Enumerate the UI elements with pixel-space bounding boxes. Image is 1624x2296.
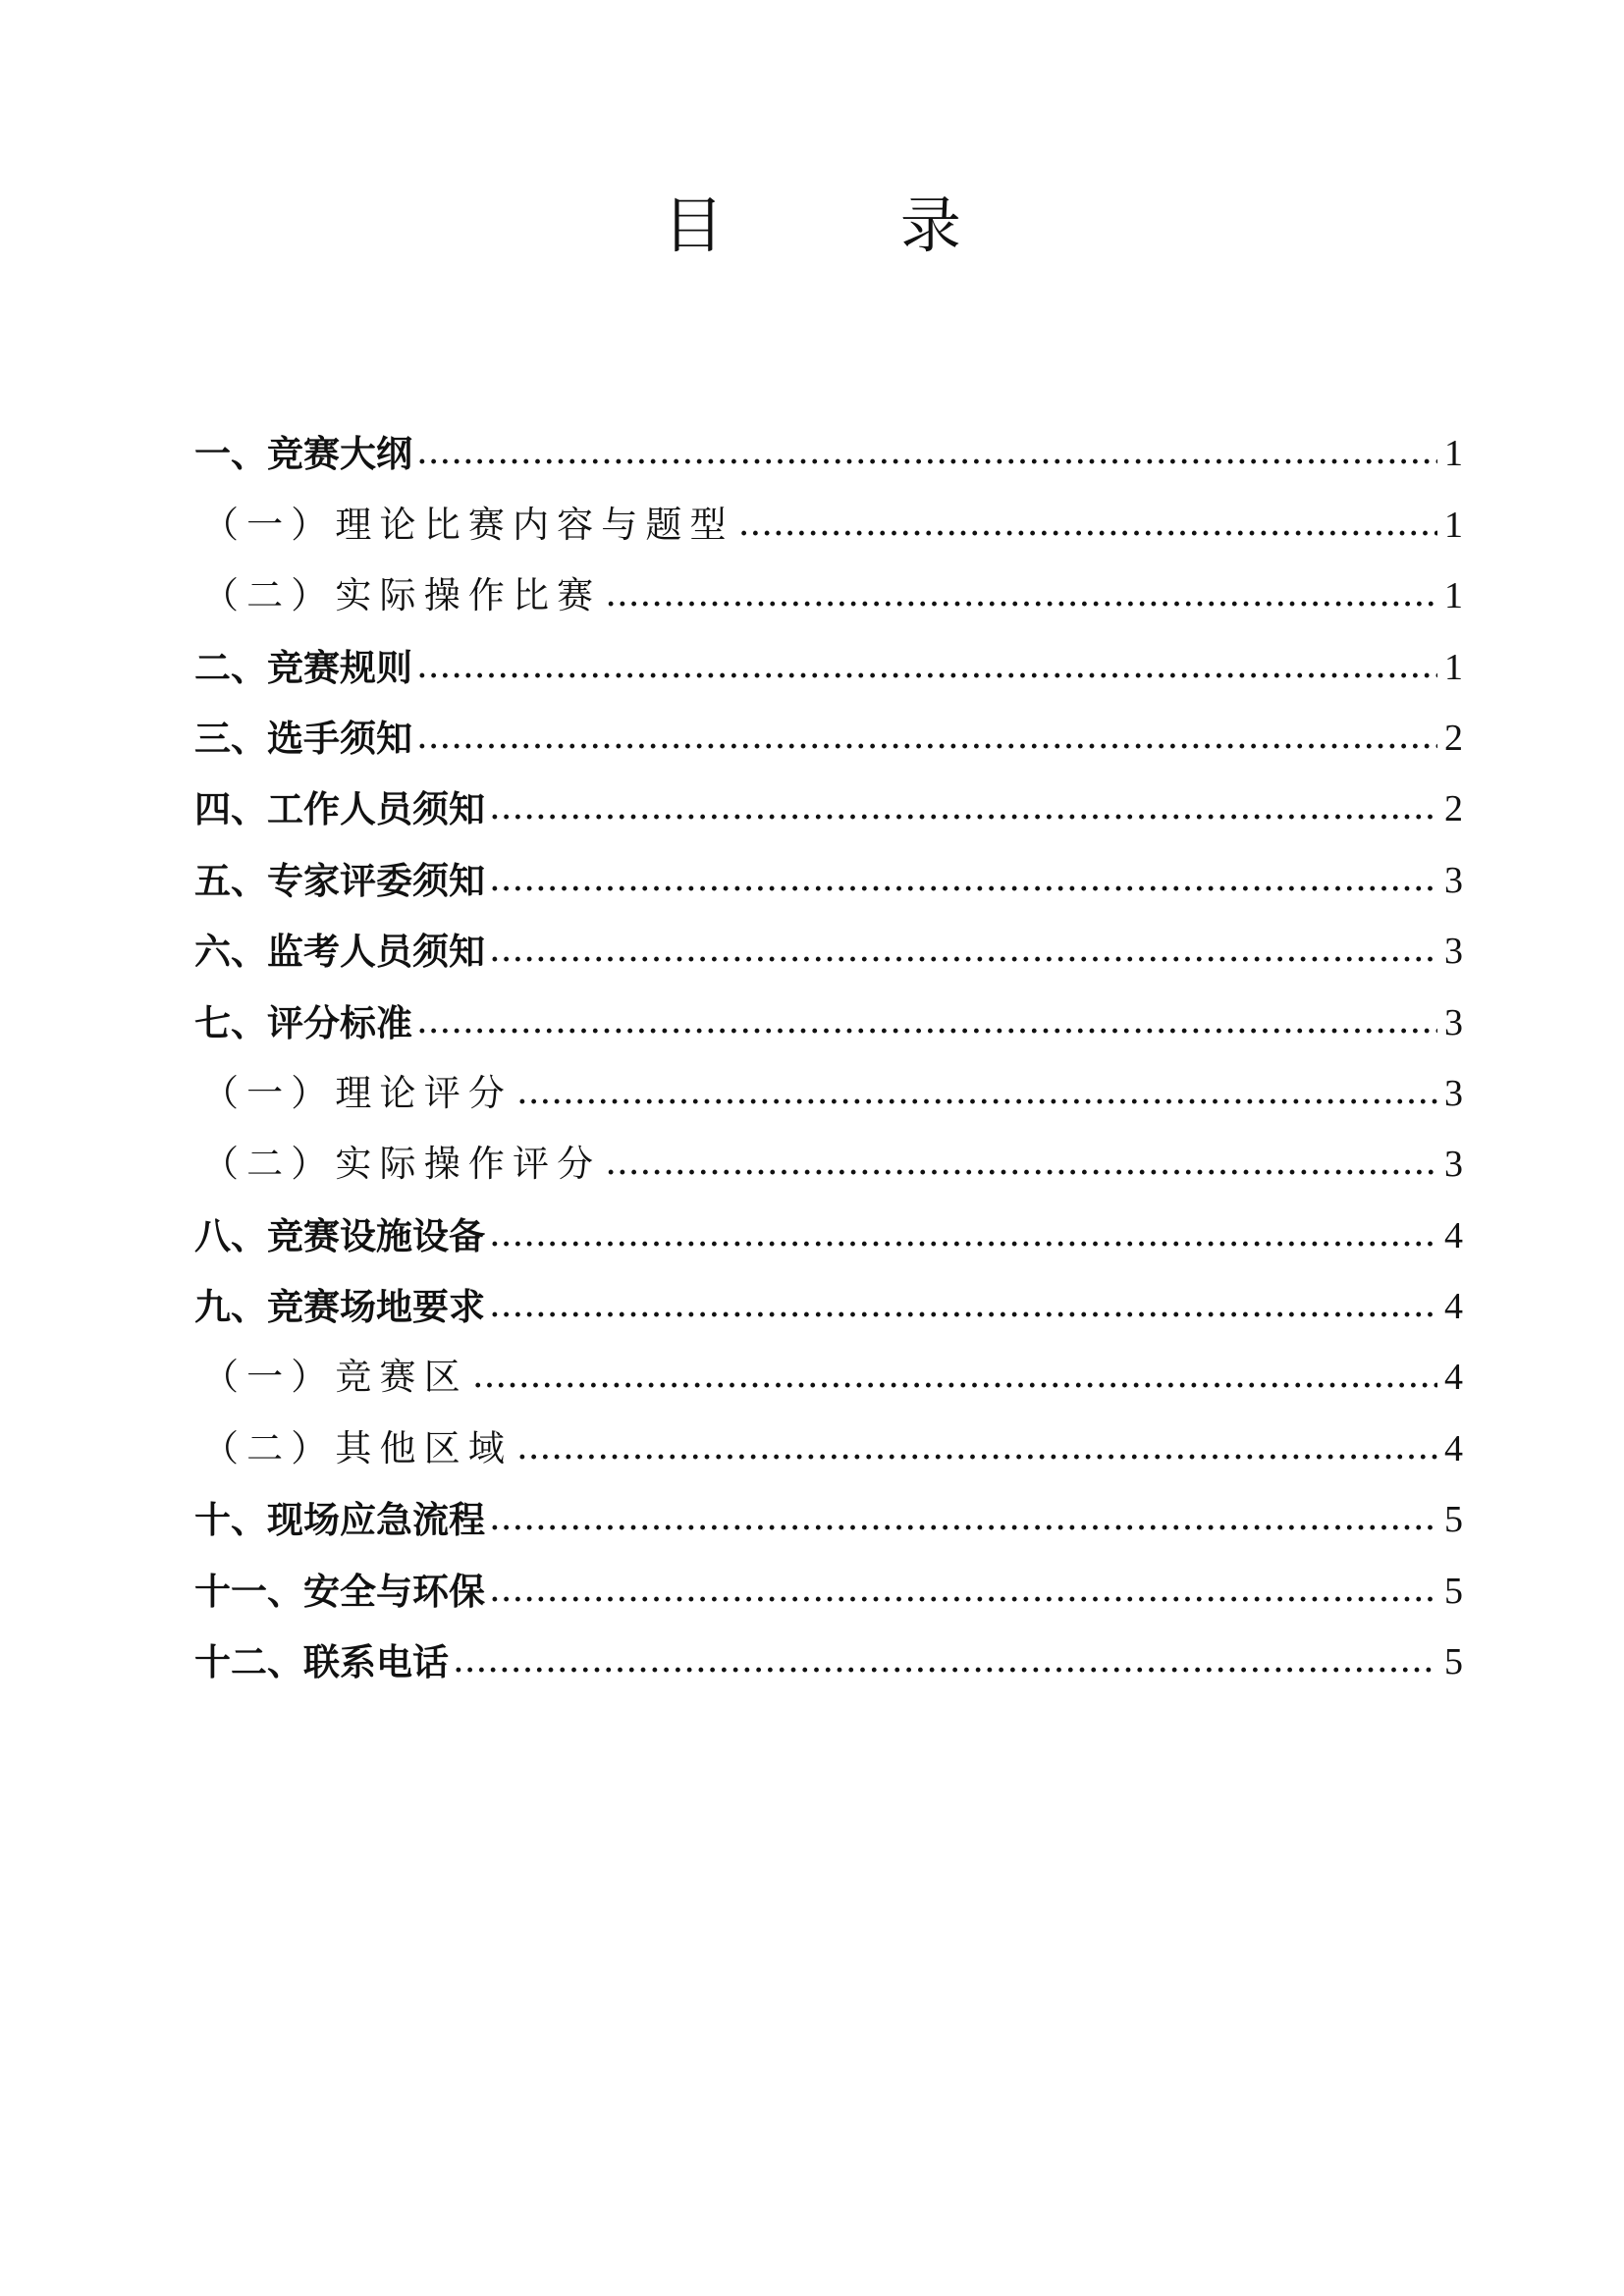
toc-dot-leader: [738, 502, 1437, 545]
toc-entry-title: 六、监考人员须知: [194, 930, 485, 974]
toc-entry[interactable]: [194, 1541, 1463, 1612]
toc-entry-title: 十、现场应急流程: [194, 1498, 485, 1542]
toc-page-number: 2: [1444, 717, 1463, 759]
toc-page-number: 4: [1444, 1357, 1463, 1399]
toc-entry-title: （一）理论比赛内容与题型: [202, 503, 734, 546]
toc-entry-title: 一、竞赛大纲: [194, 432, 412, 476]
toc-entry-title: 七、评分标准: [194, 1000, 412, 1044]
page-title: 目 录: [663, 189, 1019, 261]
toc-entry[interactable]: [194, 547, 1463, 617]
toc-page-number: 1: [1444, 433, 1463, 475]
toc-dot-leader: [516, 1070, 1437, 1113]
toc-entry[interactable]: [194, 689, 1463, 760]
toc-dot-leader: [489, 1212, 1437, 1255]
toc-entry[interactable]: [194, 830, 1463, 901]
toc-entry[interactable]: [194, 617, 1463, 688]
toc-entry-title: 四、工作人员须知: [194, 787, 485, 831]
toc-dot-leader: [489, 785, 1437, 828]
toc-entry[interactable]: [194, 1044, 1463, 1115]
toc-dot-leader: [489, 1568, 1437, 1611]
toc-page-number: 3: [1444, 1001, 1463, 1043]
toc-entry[interactable]: [194, 1186, 1463, 1256]
toc-entry[interactable]: [194, 1470, 1463, 1541]
toc-dot-leader: [489, 1283, 1437, 1326]
toc-entry-title: 十二、联系电话: [194, 1640, 449, 1684]
toc-entry[interactable]: [194, 902, 1463, 973]
toc-page-number: 3: [1444, 1144, 1463, 1186]
toc-dot-leader: [605, 1141, 1437, 1184]
toc-entry-title: 八、竞赛设施设备: [194, 1213, 485, 1257]
toc-entry-title: 十一、安全与环保: [194, 1569, 485, 1613]
toc-entry-title: （一）竞赛区: [202, 1356, 468, 1399]
toc-entry-title: （二）其他区域: [202, 1426, 513, 1469]
toc-entry[interactable]: [194, 1115, 1463, 1186]
toc-page-number: 5: [1444, 1570, 1463, 1612]
toc-entry-title: 五、专家评委须知: [194, 858, 485, 902]
toc-dot-leader: [416, 715, 1437, 758]
toc-dot-leader: [489, 1496, 1437, 1539]
toc-dot-leader: [472, 1354, 1437, 1397]
toc-entry[interactable]: [194, 973, 1463, 1043]
toc-page-number: 3: [1444, 1072, 1463, 1114]
toc-page-number: 4: [1444, 1214, 1463, 1256]
toc-entry[interactable]: [194, 1257, 1463, 1328]
toc-dot-leader: [516, 1425, 1437, 1468]
toc-page-number: 1: [1444, 646, 1463, 688]
toc-page-number: 2: [1444, 788, 1463, 830]
toc-page-number: 4: [1444, 1427, 1463, 1469]
toc-dot-leader: [453, 1638, 1437, 1682]
toc-entry[interactable]: [194, 1613, 1463, 1683]
toc-page-number: 4: [1444, 1286, 1463, 1328]
toc-entry[interactable]: [194, 475, 1463, 546]
toc-page-number: 5: [1444, 1641, 1463, 1683]
toc-entry[interactable]: [194, 1399, 1463, 1469]
toc-dot-leader: [416, 999, 1437, 1042]
toc-page-number: 1: [1444, 575, 1463, 617]
toc-dot-leader: [416, 430, 1437, 473]
toc-page-number: 3: [1444, 931, 1463, 973]
toc-entry-title: （二）实际操作评分: [202, 1143, 602, 1186]
toc-entry-title: 三、选手须知: [194, 716, 412, 760]
toc-page-number: 5: [1444, 1499, 1463, 1541]
toc-dot-leader: [605, 572, 1437, 615]
toc-entry-title: （一）理论评分: [202, 1071, 513, 1114]
toc-dot-leader: [416, 644, 1437, 687]
toc-entry-title: （二）实际操作比赛: [202, 574, 602, 617]
toc-entry[interactable]: [194, 760, 1463, 830]
toc-dot-leader: [489, 857, 1437, 900]
toc-page-number: 3: [1444, 859, 1463, 901]
table-of-contents: [194, 404, 1463, 1683]
toc-entry-title: 九、竞赛场地要求: [194, 1285, 485, 1329]
toc-entry[interactable]: [194, 1328, 1463, 1399]
toc-entry[interactable]: [194, 404, 1463, 475]
toc-dot-leader: [489, 928, 1437, 971]
toc-entry-title: 二、竞赛规则: [194, 645, 412, 689]
toc-page-number: 1: [1444, 504, 1463, 546]
